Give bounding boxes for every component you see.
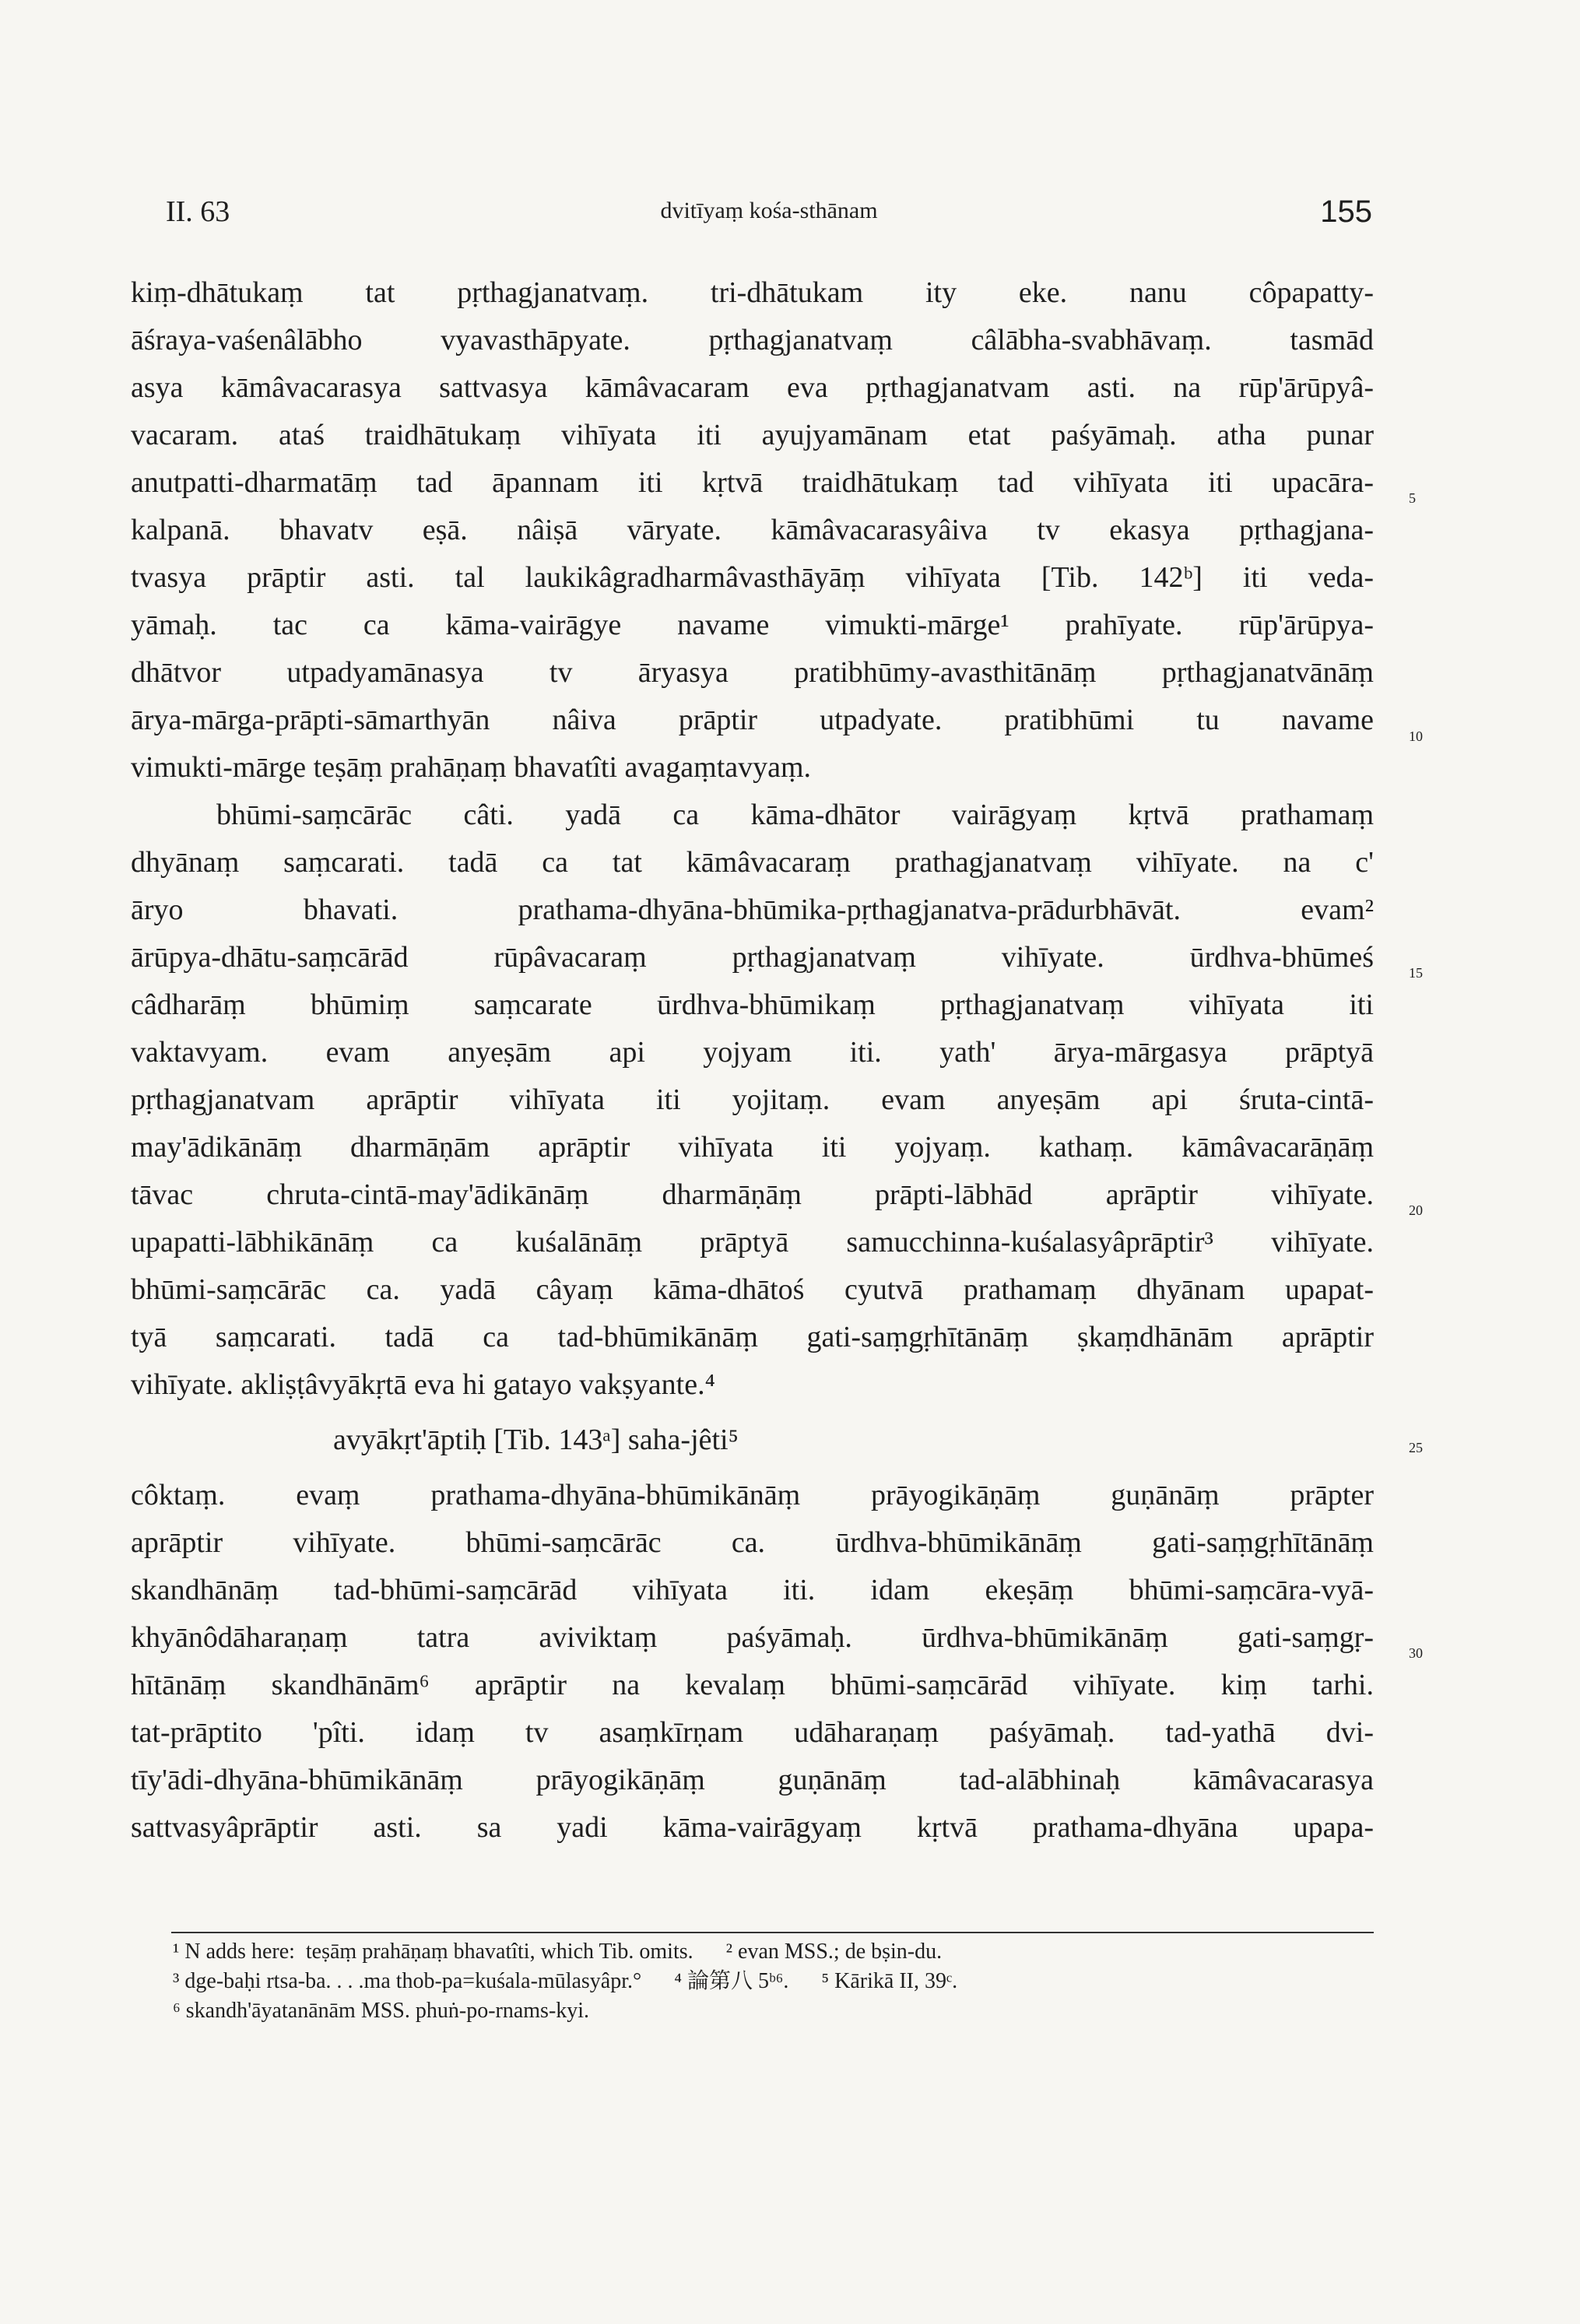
text-line: bhūmi-saṃcārāc ca. yadā câyaṃ kāma-dhātoś cyutvā prathamaṃ dhyānam upapat- bbox=[131, 1273, 1374, 1306]
line-number: 10 bbox=[1409, 728, 1423, 744]
text-line: dhātvor utpadyamānasya tv āryasya pratibhūmy-avasthitānāṃ pṛthagjanatvānāṃ bbox=[131, 656, 1374, 689]
text-line: vimukti-mārge teṣāṃ prahāṇaṃ bhavatîti avagaṃtavyaṃ. bbox=[131, 751, 812, 784]
line-number: 30 bbox=[1409, 1645, 1423, 1661]
footnote-rule bbox=[171, 1932, 1374, 1933]
text-line: ārūpya-dhātu-saṃcārād rūpâvacaraṃ pṛthagjanatvaṃ vihīyate. ūrdhva-bhūmeś bbox=[131, 941, 1374, 974]
line-number: 15 bbox=[1409, 965, 1423, 981]
text-line: tāvac chruta-cintā-may'ādikānāṃ dharmāṇāṃ prāpti-lābhād aprāptir vihīyate. bbox=[131, 1178, 1374, 1211]
footnote: ⁶ skandh'āyatanānām MSS. phuṅ-po-rnams-kyi. bbox=[173, 1999, 590, 2023]
chapter-verse-ref: II. 63 bbox=[166, 195, 230, 228]
line-number: 20 bbox=[1409, 1202, 1423, 1218]
running-header bbox=[166, 195, 1372, 241]
text-line: tat-prāptito 'pîti. idaṃ tv asaṃkīrṇam udāharaṇaṃ paśyāmaḥ. tad-yathā dvi- bbox=[131, 1716, 1374, 1749]
text-line: hītānāṃ skandhānām⁶ aprāptir na kevalaṃ bhūmi-saṃcārād vihīyate. kiṃ tarhi. bbox=[131, 1669, 1374, 1701]
page-number: 155 bbox=[1320, 195, 1372, 229]
text-line: yāmaḥ. tac ca kāma-vairāgye navame vimukti-mārge¹ prahīyate. rūp'ārūpya- bbox=[131, 609, 1374, 641]
text-line: vaktavyam. evam anyeṣām api yojyam iti. yath' ārya-mārgasya prāptyā bbox=[131, 1036, 1374, 1069]
text-line: aprāptir vihīyate. bhūmi-saṃcārāc ca. ūrdhva-bhūmikānāṃ gati-saṃgṛhītānāṃ bbox=[131, 1526, 1374, 1559]
text-line: kiṃ-dhātukaṃ tat pṛthagjanatvaṃ. tri-dhātukam ity eke. nanu côpapatty- bbox=[131, 276, 1374, 309]
line-number: 25 bbox=[1409, 1440, 1423, 1455]
text-line: vihīyate. akliṣṭâvyākṛtā eva hi gatayo vakṣyante.⁴ bbox=[131, 1368, 715, 1401]
text-line: vacaram. ataś traidhātukaṃ vihīyata iti ayujyamānam etat paśyāmaḥ. atha punar bbox=[131, 419, 1374, 451]
text-line: kalpanā. bhavatv eṣā. nâiṣā vāryate. kāmâvacarasyâiva tv ekasya pṛthagjana- bbox=[131, 514, 1374, 546]
text-line: upapatti-lābhikānāṃ ca kuśalānāṃ prāptyā samucchinna-kuśalasyâprāptir³ vihīyate. bbox=[131, 1226, 1374, 1259]
text-line: āśraya-vaśenâlābho vyavasthāpyate. pṛthagjanatvaṃ câlābha-svabhāvaṃ. tasmād bbox=[131, 324, 1374, 356]
text-line: câdharāṃ bhūmiṃ saṃcarate ūrdhva-bhūmikaṃ pṛthagjanatvaṃ vihīyata iti bbox=[131, 988, 1374, 1021]
text-line: tvasya prāptir asti. tal laukikâgradharmâvasthāyāṃ vihīyata [Tib. 142ᵇ] iti veda- bbox=[131, 561, 1374, 594]
text-line: āryo bhavati. prathama-dhyāna-bhūmika-pṛthagjanatva-prādurbhāvāt. evam² bbox=[131, 893, 1374, 926]
text-line: côktaṃ. evaṃ prathama-dhyāna-bhūmikānāṃ prāyogikāṇāṃ guṇānāṃ prāpter bbox=[131, 1479, 1374, 1511]
text-line: anutpatti-dharmatāṃ tad āpannam iti kṛtvā traidhātukaṃ tad vihīyata iti upacāra- bbox=[131, 466, 1374, 499]
footnote: ¹ N adds here: teṣāṃ prahāṇaṃ bhavatîti, which Tib. omits. ² evan MSS.; de bṣin-du. bbox=[173, 1940, 943, 1964]
text-line: dhyānaṃ saṃcarati. tadā ca tat kāmâvacaraṃ prathagjanatvaṃ vihīyate. na c' bbox=[131, 846, 1374, 879]
text-line: skandhānāṃ tad-bhūmi-saṃcārād vihīyata iti. idam ekeṣāṃ bhūmi-saṃcāra-vyā- bbox=[131, 1574, 1374, 1606]
karika-verse: avyākṛt'āptiḥ [Tib. 143ᵃ] saha-jêti⁵ bbox=[333, 1424, 739, 1456]
footnote: ³ dge-baḥi rtsa-ba. . . .ma thob-pa=kuśala-mūlasyâpr.° ⁴ 論第八 5ᵇ⁶. ⁵ Kārikā II, 39ᶜ. bbox=[173, 1969, 958, 1993]
text-line: tyā saṃcarati. tadā ca tad-bhūmikānāṃ gati-saṃgṛhītānāṃ ṣkaṃdhānām aprāptir bbox=[131, 1321, 1374, 1353]
running-title: dvitīyaṃ kośa-sthānam bbox=[660, 198, 878, 223]
text-line: sattvasyâprāptir asti. sa yadi kāma-vairāgyaṃ kṛtvā prathama-dhyāna upapa- bbox=[131, 1811, 1374, 1844]
text-line: may'ādikānāṃ dharmāṇām aprāptir vihīyata iti yojyaṃ. kathaṃ. kāmâvacarāṇāṃ bbox=[131, 1131, 1374, 1164]
text-line: bhūmi-saṃcārāc câti. yadā ca kāma-dhātor vairāgyaṃ kṛtvā prathamaṃ bbox=[216, 799, 1374, 831]
text-line: tīy'ādi-dhyāna-bhūmikānāṃ prāyogikāṇāṃ guṇānāṃ tad-alābhinaḥ kāmâvacarasya bbox=[131, 1764, 1374, 1796]
text-line: ārya-mārga-prāpti-sāmarthyān nâiva prāptir utpadyate. pratibhūmi tu navame bbox=[131, 704, 1374, 736]
text-line: asya kāmâvacarasya sattvasya kāmâvacaram eva pṛthagjanatvam asti. na rūp'ārūpyâ- bbox=[131, 371, 1374, 404]
line-number: 5 bbox=[1409, 490, 1416, 506]
text-line: pṛthagjanatvam aprāptir vihīyata iti yojitaṃ. evam anyeṣām api śruta-cintā- bbox=[131, 1083, 1374, 1116]
text-line: khyānôdāharaṇaṃ tatra aviviktaṃ paśyāmaḥ. ūrdhva-bhūmikānāṃ gati-saṃgṛ- bbox=[131, 1621, 1374, 1654]
